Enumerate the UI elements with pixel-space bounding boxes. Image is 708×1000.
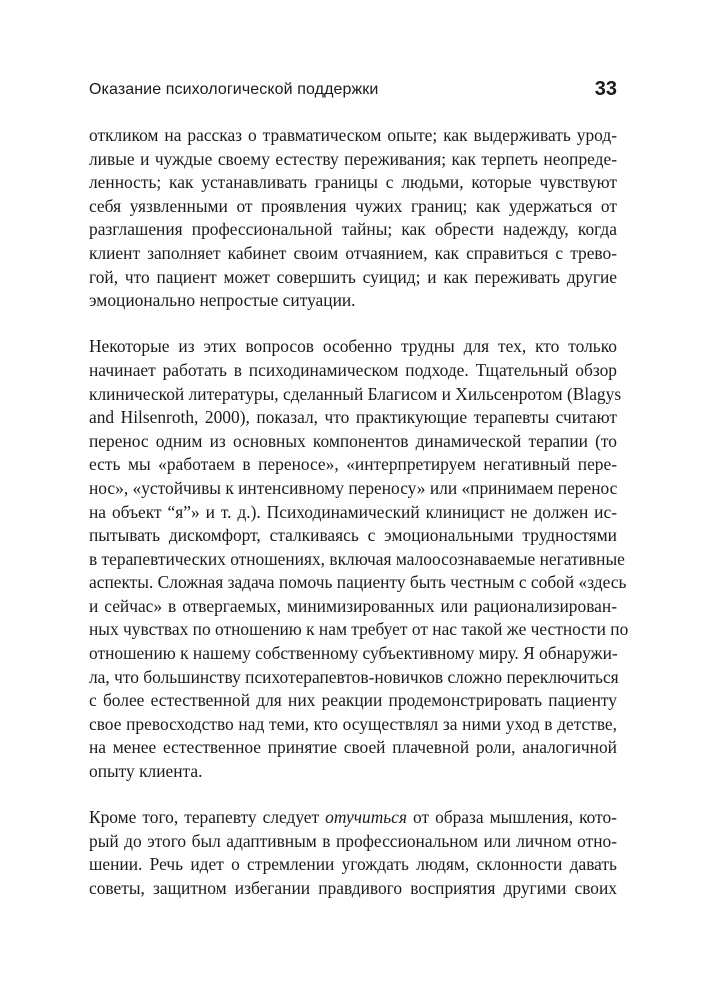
text-line: начинает работать в психодинамическом подходе. Тщательный обзор	[89, 359, 617, 380]
text-line: нос», «устойчивы к интенсивному переносу» или «принимаем перенос	[89, 477, 618, 498]
text-line: и сейчас» в отвергаемых, минимизированных или рационализирован-	[89, 595, 617, 616]
text-line: себя уязвленными от проявления чужих границ; как удержаться от	[89, 195, 617, 216]
text-line: ла, что большинству психотерапевтов-новичков сложно переключиться	[89, 666, 619, 687]
text-line: ливые и чуждые своему естеству переживания; как терпеть неопреде-	[89, 148, 617, 169]
text-line: перенос одним из основных компонентов динамической терапии (то	[89, 430, 617, 451]
text-line: шении. Речь идет о стремлении угождать людям, склонности давать	[89, 854, 617, 875]
text-line: откликом на рассказ о травматическом опыте; как выдерживать урод-	[89, 125, 617, 145]
running-title: Оказание психологической поддержки	[89, 81, 379, 98]
text-line: Некоторые из этих вопросов особенно трудны для тех, кто только	[89, 336, 617, 357]
body-text	[89, 124, 629, 923]
text-line: клинической литературы, сделанный Благисом и Хильсенротом (Blagys	[89, 383, 622, 404]
paragraph-3	[89, 806, 617, 900]
text-line: на менее естественное принятие своей плачевной роли, аналогичной	[89, 737, 617, 758]
text-line: разглашения профессиональной тайны; как обрести надежду, когда	[89, 219, 617, 240]
text-run: Кроме того, терапевту следует	[89, 807, 320, 828]
text-line: ленность; как устанавливать границы с людьми, которые чувствуют	[89, 172, 617, 193]
text-line: отношению к нашему собственному субъективному миру. Я обнаружи-	[89, 643, 618, 664]
text-line: рый до этого был адаптивным в профессиональном или личном отно-	[89, 830, 617, 851]
text-line: в терапевтических отношениях, включая малоосознаваемые негативные	[89, 548, 625, 569]
page-number: 33	[594, 78, 617, 100]
text-line: есть мы «работаем в переносе», «интерпретируем негативный пере-	[89, 454, 617, 475]
text-line: пытывать дискомфорт, сталкиваясь с эмоциональными трудностями	[89, 525, 617, 546]
text-line: and Hilsenroth, 2000), показал, что практикующие терапевты считают	[89, 407, 617, 428]
text-line: эмоционально непростые ситуации.	[89, 290, 356, 311]
running-header	[89, 78, 617, 102]
text-line: на объект “я”» и т. д.). Психодинамический клиницист не должен ис-	[89, 501, 617, 522]
paragraph-1	[89, 124, 617, 313]
text-line: клиент заполняет кабинет своим отчаянием, как справиться с трево-	[89, 242, 617, 263]
text-line	[89, 806, 617, 830]
text-line: ных чувствах по отношению к нам требует от нас такой же честности по	[89, 619, 629, 640]
text-line: аспекты. Сложная задача помочь пациенту быть честным с собой «здесь	[89, 572, 627, 593]
text-line: с более естественной для них реакции продемонстрировать пациенту	[89, 690, 617, 711]
text-run: от образа мышления, кото-	[412, 807, 617, 828]
text-line: опыту клиента.	[89, 761, 203, 782]
text-line: гой, что пациент может совершить суицид; и как переживать другие	[89, 266, 617, 287]
paragraph-2	[89, 335, 629, 783]
emphasis-word: отучиться	[325, 807, 407, 828]
text-line: свое превосходство над теми, кто осуществлял за ними уход в детстве,	[89, 713, 617, 734]
text-line: советы, защитном избегании правдивого восприятия другими своих	[89, 878, 617, 898]
